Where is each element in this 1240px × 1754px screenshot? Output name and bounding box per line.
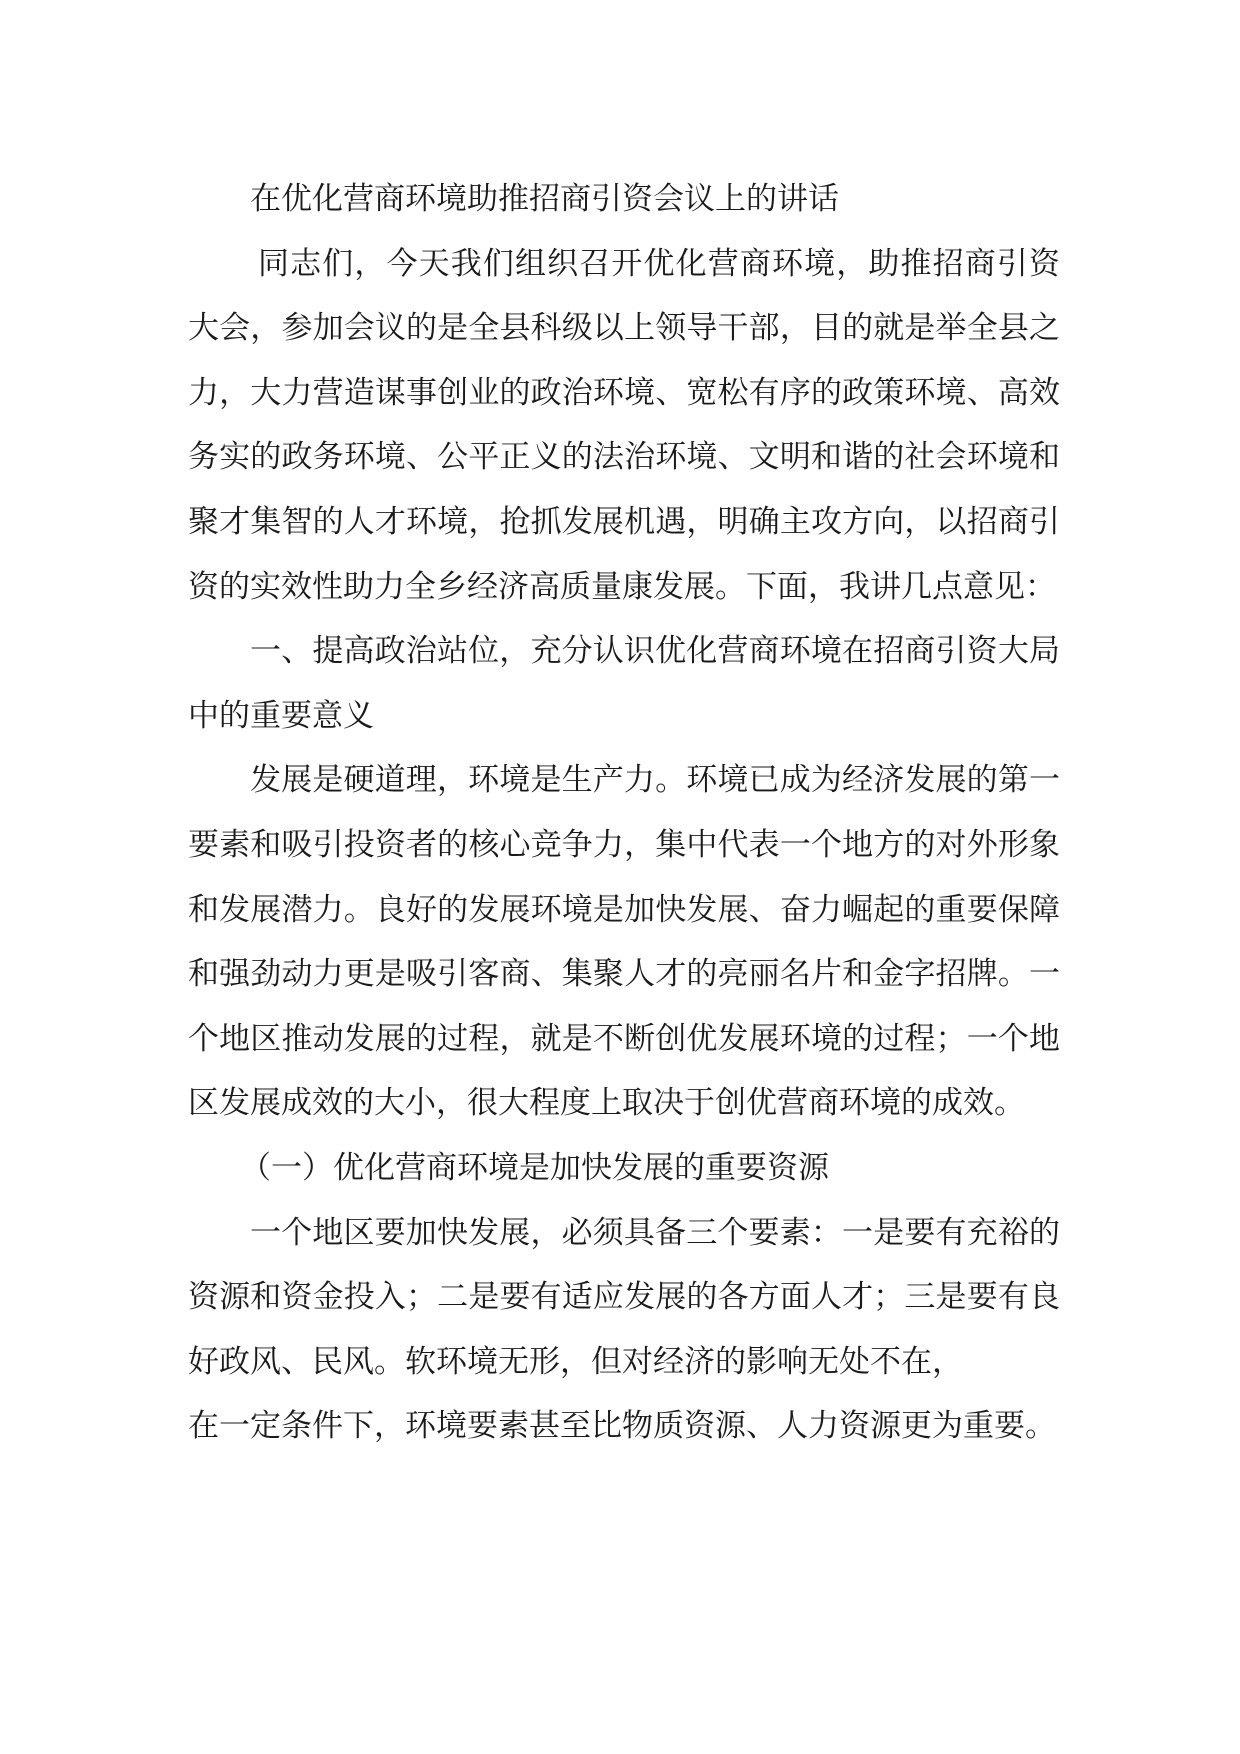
paragraph-environment: 发展是硬道理，环境是生产力。环境已成为经济发展的第一要素和吸引投资者的核心竞争力，集中代表一个地方的对外形象和发展潜力。良好的发展环境是加快发展、奋力崛起的重要保障和强劲动力更是吸引客商、集聚人才的亮丽名片和金字招牌。一个地区推动发展的过程，就是不断创优发展环境的过程；一个地区发展成效的大小，很大程度上取决于创优营商环境的成效。 [188, 762, 1060, 1122]
paragraph-opening: 同志们，今天我们组织召开优化营商环境，助推招商引资大会，参加会议的是全县科级以上领导干部，目的就是举全县之力，大力营造谋事创业的政治环境、宽松有序的政策环境、高效务实的政务环境、公平正义的法治环境、文明和谐的社会环境和聚才集智的人才环境，抢抓发展机遇，明确主攻方向，以招商引资的实效性助力全乡经济高质量康发展。下面，我讲几点意见： [188, 245, 1060, 605]
subsection-heading-1: （一）优化营商环境是加快发展的重要资源 [240, 1149, 829, 1186]
document-title: 在优化营商环境助推招商引资会议上的讲话 [250, 181, 839, 217]
paragraph-closing-line: 在一定条件下，环境要素甚至比物质资源、人力资源更为重要。 [188, 1408, 1056, 1445]
section-heading-1: 一、提高政治站位，充分认识优化营商环境在招商引资大局中的重要意义 [188, 633, 1060, 734]
document-body [188, 167, 1060, 1459]
paragraph-three-elements: 一个地区要加快发展，必须具备三个要素：一是要有充裕的资源和资金投入；二是要有适应发展的各方面人才；三是要有良好政风、民风。软环境无形，但对经济的影响无处不在， [188, 1214, 1060, 1380]
